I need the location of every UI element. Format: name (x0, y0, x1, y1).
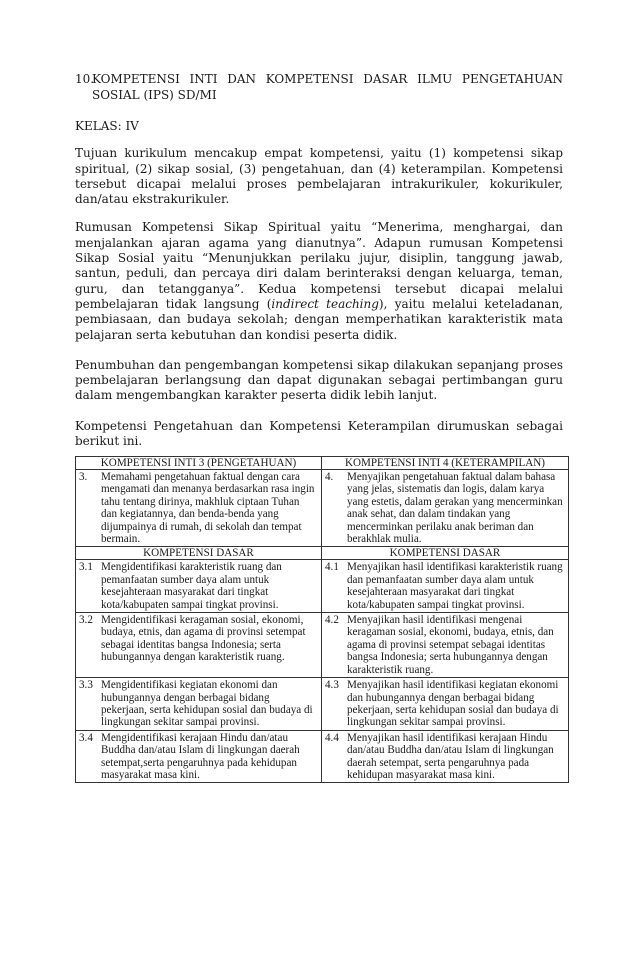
item-text: Mengidentifikasi keragaman sosial, ekonomi, budaya, etnis, dan agama di provinsi setempat sebagai identitas bangsa Indonesia; serta hubungannya dengan karakteristik ruang. (101, 614, 306, 664)
kd-right-cell (322, 560, 569, 613)
list-item (325, 561, 565, 611)
list-item (79, 614, 318, 664)
table-row (76, 470, 569, 547)
paragraph-text: Rumusan Kompetensi Sikap Spiritual yaitu “Menerima, menghargai, dan menjalankan ajaran agama yang dianutnya”. Adapun rumusan Kompetensi Sikap Sosial yaitu “Menunjukkan perilaku jujur, disiplin, tanggung jawab, santun, peduli, dan percaya diri dalam berinteraksi dengan keluarga, teman, guru, dan tetangganya”. Kedua kompetensi tersebut dicapai melalui pembelajaran tidak langsung ( (75, 220, 563, 311)
list-item (325, 471, 565, 545)
item-text: Mengidentifikasi kegiatan ekonomi dan hubungannya dengan berbagai bidang pekerjaan, serta kehidupan sosial dan budaya di lingkungan sekitar sampai provinsi. (101, 679, 313, 729)
list-item (79, 471, 318, 545)
paragraph-attitude-development: Penumbuhan dan pengembangan kompetensi sikap dilakukan sepanjang proses pembelajaran berlangsung dan dapat digunakan sebagai pertimbangan guru dalam mengembangkan karakter peserta didik lebih lanjut. (75, 357, 563, 403)
class-label: KELAS: IV (75, 119, 139, 133)
item-text: Menyajikan hasil identifikasi kerajaan Hindu dan/atau Buddha dan/atau Islam di lingkungan daerah setempat, serta pengaruhnya pada kehidupan masyarakat masa kini. (347, 731, 554, 781)
section-number: 10. (75, 72, 95, 86)
ki3-cell (76, 470, 322, 547)
table-row (76, 560, 569, 613)
list-item (325, 732, 565, 782)
table-row (76, 613, 569, 678)
list-item (79, 732, 318, 782)
table-row (76, 678, 569, 731)
kd-right-cell (322, 613, 569, 678)
list-item (79, 679, 318, 729)
kd-right-cell (322, 730, 569, 783)
table-row (76, 730, 569, 783)
item-number: 3.3 (79, 679, 93, 692)
paragraph-text: ), yaitu melalui keteladanan, pembiasaan, dan budaya sekolah; dengan memperhatikan karakteristik mata pelajaran serta kebutuhan dan kondisi peserta didik. (75, 296, 563, 342)
item-text: Menyajikan hasil identifikasi kegiatan ekonomi dan hubungannya dengan berbagai bidang pekerjaan, serta kehidupan sosial dan budaya di lingkungan sekitar sampai provinsi. (347, 679, 559, 729)
item-number: 4.4 (325, 731, 339, 744)
item-text: Memahami pengetahuan faktual dengan cara mengamati dan menanya berdasarkan rasa ingin tahu tentang dirinya, makhluk ciptaan Tuhan dan kegiatannya, dan benda-benda yang dijumpainya di rumah, di sekolah dan tempat bermain. (101, 471, 315, 546)
item-text: Menyajikan hasil identifikasi karakteristik ruang dan pemanfaatan sumber daya alam untuk kesejahteraan masyarakat dari tingkat kota/kabupaten sampai tingkat provinsi. (347, 561, 563, 611)
table-header-row (76, 457, 569, 470)
item-number: 3.2 (79, 614, 93, 627)
competency-table (75, 456, 569, 783)
paragraph-attitude-competencies (75, 220, 563, 342)
list-item (325, 679, 565, 729)
kd-left-cell (76, 560, 322, 613)
item-number: 3.1 (79, 561, 93, 574)
header-ki3: KOMPETENSI INTI 3 (PENGETAHUAN) (76, 457, 322, 470)
item-number: 4.3 (325, 679, 339, 692)
list-item (325, 614, 565, 676)
list-item (79, 561, 318, 611)
item-text: Mengidentifikasi kerajaan Hindu dan/atau Buddha dan/atau Islam di lingkungan daerah setempat,serta pengaruhnya pada kehidupan masyarakat masa kini. (101, 731, 300, 781)
item-text: Mengidentifikasi karakteristik ruang dan pemanfaatan sumber daya alam untuk kesejahteraan masyarakat dari tingkat kota/kabupaten sampai tingkat provinsi. (101, 561, 282, 611)
item-text: Menyajikan pengetahuan faktual dalam bahasa yang jelas, sistematis dan logis, dalam karya yang estetis, dalam gerakan yang mencerminkan anak sehat, dan dalam tindakan yang mencerminkan perilaku anak beriman dan berakhlak mulia. (347, 471, 563, 546)
section-heading (75, 72, 563, 103)
item-number: 3. (79, 471, 88, 483)
ki4-cell (322, 470, 569, 547)
kd-left-cell (76, 730, 322, 783)
item-number: 4. (325, 471, 334, 483)
italic-term: indirect teaching (271, 296, 379, 311)
paragraph-table-intro: Kompetensi Pengetahuan dan Kompetensi Keterampilan dirumuskan sebagai berikut ini. (75, 418, 563, 449)
item-text: Menyajikan hasil identifikasi mengenai keragaman sosial, ekonomi, budaya, etnis, dan agama di provinsi setempat sebagai identitas bangsa Indonesia; serta hubungannya dengan karakteristik ruang. (347, 614, 554, 676)
section-title: KOMPETENSI INTI DAN KOMPETENSI DASAR ILMU PENGETAHUAN SOSIAL (IPS) SD/MI (92, 72, 563, 102)
document-page (75, 72, 563, 781)
item-number: 3.4 (79, 731, 93, 744)
table-subheader-row (76, 547, 569, 560)
header-kd-right: KOMPETENSI DASAR (322, 547, 569, 560)
paragraph-curriculum-goals: Tujuan kurikulum mencakup empat kompetensi, yaitu (1) kompetensi sikap spiritual, (2) sikap sosial, (3) pengetahuan, dan (4) keterampilan. Kompetensi tersebut dicapai melalui proses pembelajaran intrakurikuler, kokurikuler, dan/atau ekstrakurikuler. (75, 146, 563, 207)
header-ki4: KOMPETENSI INTI 4 (KETERAMPILAN) (322, 457, 569, 470)
item-number: 4.1 (325, 561, 339, 574)
kd-left-cell (76, 613, 322, 678)
item-number: 4.2 (325, 614, 339, 627)
kd-right-cell (322, 678, 569, 731)
kd-left-cell (76, 678, 322, 731)
header-kd-left: KOMPETENSI DASAR (76, 547, 322, 560)
